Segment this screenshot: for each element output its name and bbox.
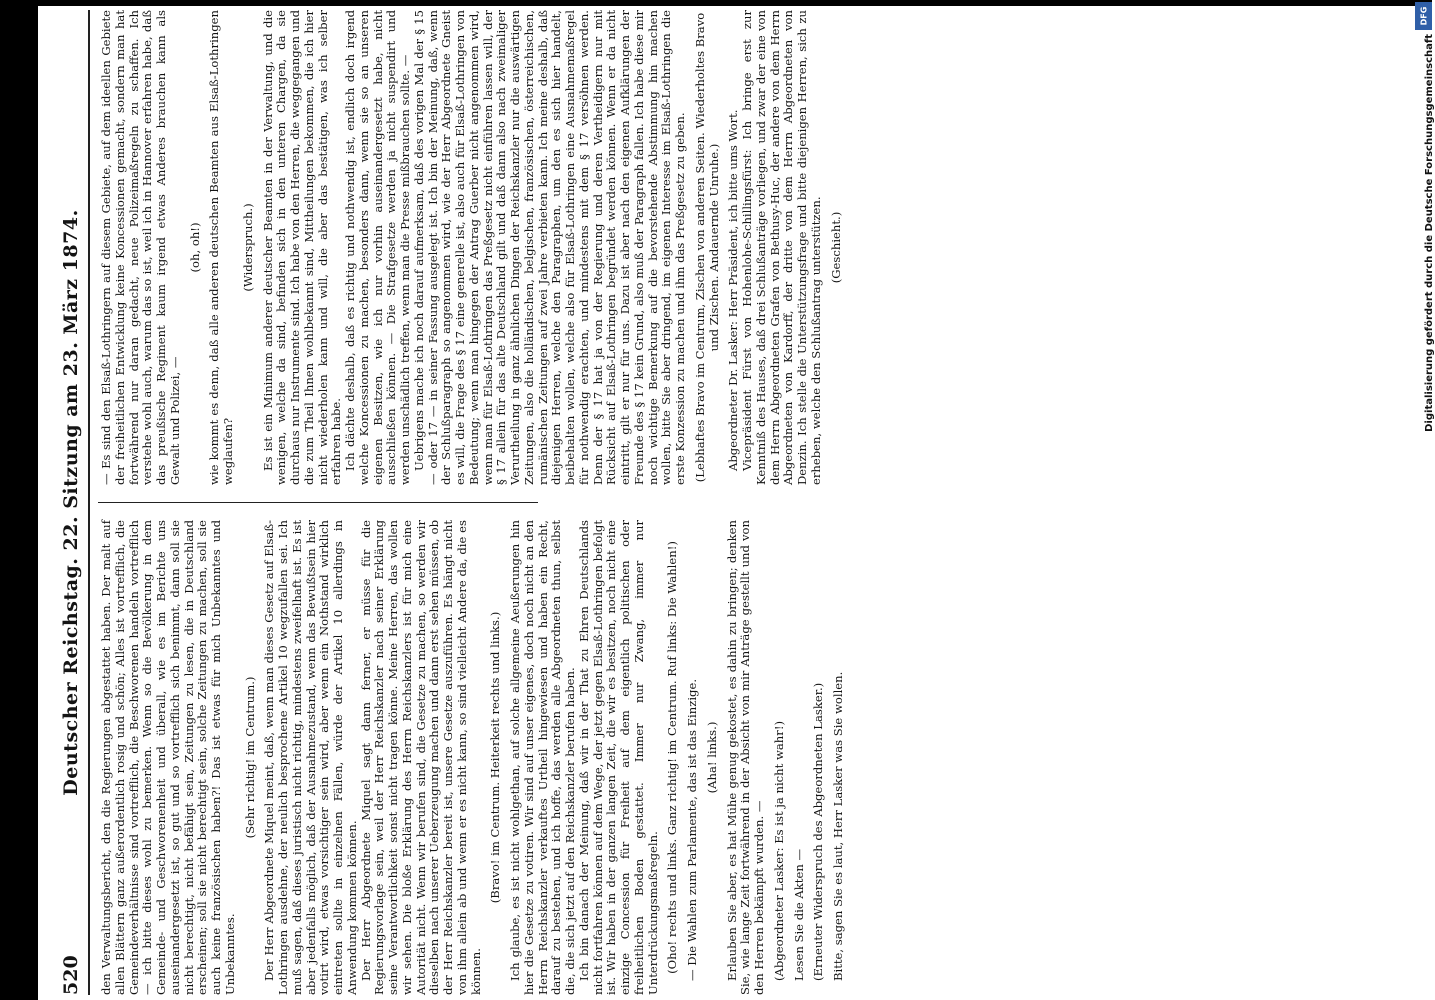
- paragraph: Der Herr Abgeordnete Miquel meint, daß, wenn man dieses Gesetz auf Elsaß-Lothringen ausdehne, der neulich besprochene Artikel 10 wegzufallen sei. Ich muß sagen, daß dieses juristisch nicht richtig, mindestens zweifelhaft ist. Es ist aber jedenfalls möglich, daß der Ausnahmezustand, wenn das Bewußtsein hier votirt wird, etwas vorsichtiger sein wird, aber wenn ein Nothstand wirklich eintreten sollte in einzelnen Fällen, würde der Artikel 10 allerdings in Anwendung kommen können.: [262, 520, 359, 995]
- paragraph: Der Herr Abgeordnete Miquel sagt dann ferner, er müsse für die Regierungsvorlage sein, weil der Herr Reichskanzler nach seiner Erklärung seine Verantwortlichkeit sonst nicht tragen könne. Meine Herren, das wollen wir sehen. Die bloße Erklärung des Herrn Reichskanzlers ist für mich eine Autorität nicht. Wenn wir berufen sind, die Gesetze zu machen, so werden wir dieselben nach unserer Ueberzeugung machen und dann erst sehen müssen, ob der Herr Reichskanzler bereit ist, unsere Gesetze auszuführen. Es hängt nicht von ihm allein ab und wenn er es nicht kann, so sind vielleicht Andere da, die es können.: [358, 520, 483, 995]
- paragraph: Ich dächte deshalb, daß es richtig und nothwendig ist, endlich doch irgend welche Koncessionen zu machen, besonders dann, wenn sie so an unseren eigenen Besitzen, wie ich nur vorhin auseinandergesetzt habe, nicht ausschließen können. — Die Strafgesetze werden ja nicht suspendirt und werden unschädlich treffen, wenn man die Presse mißbrauchen sollte. —: [343, 10, 412, 485]
- column-divider: [98, 502, 538, 503]
- stage-direction: (Geschieht.): [828, 211, 843, 284]
- dfg-logo: [1415, 2, 1432, 30]
- digitization-note: [1417, 34, 1435, 996]
- scan-shadow-left: [0, 0, 38, 1000]
- paragraph: Erlauben Sie aber, es hat Mühe genug gekostet, es dahin zu bringen; denken Sie, wie lange Zeit fortwährend in der Absicht von mir Anträge gestellt und von den Herren bekämpft wurden. —: [724, 520, 766, 995]
- page-number: 520: [60, 955, 82, 995]
- paragraph: Vicepräsident Fürst von Hohenlohe-Schillingsfürst: Ich bringe erst zur Kenntniß des Hauses, daß drei Schlußanträge vorliegen, und zwar der eine von dem Herrn Abgeordneten Grafen von Bethusy-Huc, der andere von dem Herrn Abgeordneten von Kardorff, der dritte von dem Herrn Abgeordneten von Denzin. Ich stelle die Unterstützungsfrage und bitte diejenigen Herren, sich zu erheben, welche den Schlußantrag unterstützen.: [740, 10, 823, 485]
- paragraph: — Die Wahlen zum Parlamente, das ist das Einzige.: [685, 678, 699, 981]
- stage-direction: (Bravo! im Centrum. Heiterkeit rechts und links.): [488, 611, 503, 904]
- stage-direction: (Erneuter Widerspruch des Abgeordneten Lasker.): [811, 682, 826, 981]
- paragraph: den Verwaltungsbericht, den die Regierungen abgestattet haben. Der malt auf allen Blättern ganz außerordentlich rosig und schön; Alles ist vortrefflich, die Gemeindeverhältnisse sind vortrefflich, die Beschworenen handeln vortrefflich — ich bitte dieses wohl zu bemerken. Wenn so die Bevölkerung in dem Gemeinde- und Geschworenenheit und überall, wie es im Berichte uns auseinandergesetzt ist, so gut und so vortrefflich sich benimmt, dann soll sie nicht berechtigt, nicht befähigt sein, Zeitungen zu lesen, die in Deutschland erscheinen; soll sie nicht berechtigt sein, solche Zeitungen zu machen, soll sie auch keine französischen haben?! Das ist etwas für mich Unbekanntes und Unbekanntes.: [99, 520, 237, 995]
- text-column-right: [100, 10, 1360, 485]
- stage-direction: (Aha! links.): [704, 721, 719, 794]
- dfg-logo-text: DFG: [1419, 6, 1428, 26]
- paragraph: Abgeordneter Dr. Lasker: Herr Präsident, ich bitte ums Wort.: [726, 109, 741, 471]
- paragraph: Bitte, sagen Sie es laut, Herr Lasker was Sie wollen.: [831, 671, 845, 981]
- paragraph: Ich glaube, es ist nicht wohlgethan, auf solche allgemeine Aeußerungen hin hier die Gesetze zu votiren. Wir sind auf unser eigenes, doch noch nicht an den Herrn Reichskanzler verkauftes Urtheil hingewiesen und haben ein Recht, darauf zu bestehen, und ich hoffe, das werden alle Abgeordneten thun, selbst die, die sich jetzt auf den Reichskanzler berufen haben.: [508, 520, 577, 995]
- page-header: [58, 10, 88, 995]
- stage-direction: (Lebhaftes Bravo im Centrum, Zischen von anderen Seiten. Wiederholtes Bravo und Zischen. Andauernde Unruhe.): [692, 12, 721, 483]
- digitization-note-text: Digitalisierung gefördert durch die Deutsche Forschungsgemeinschaft: [1424, 34, 1435, 432]
- text-column-left: [100, 520, 1110, 995]
- stage-direction: (Abgeordneter Lasker: Es ist ja nicht wahr!): [771, 721, 786, 981]
- paragraph: Es ist ein Minimum anderer deutscher Beamten in der Verwaltung, und die wenigen, welche da sind, befinden sich in den unteren Chargen, da sie durchaus nur Instrumente sind. Ich habe von den Herren, die weggegangen und die zum Theil Ihnen wohlbekannt sind, Mittheilungen bekommen, die ich hier nicht wiederholen kann und will, die aber das bestätigen, was ich selber erfahren habe.: [260, 10, 344, 485]
- page-title: Deutscher Reichstag. 22. Sitzung am 23. März 1874.: [60, 209, 82, 796]
- stage-direction: (oh, oh!): [187, 222, 202, 273]
- paragraph: Uebrigens mache ich noch darauf aufmerksam, daß des vorigen Mal der § 15 — oder 17 — in seiner Fassung ausgelegt ist. Ich bin der Meinung, daß, wenn der Schlußparagraph so angenommen wird, wie der Herr Abgeordnete Gneist es will, die Frage des § 17 eine generelle ist, also auch für Elsaß-Lothringen von Bedeutung; wenn man hingegen der Antrag Guerber nicht angenommen wird, wenn man für Elsaß-Lothringen das Preßgesetz nicht einführen lassen will, der § 17 allein für das alte Deutschland gilt und daß dann also nach zweimaliger Verurtheilung in ganz ähnlichen Dingen der Reichskanzler nur die auswärtigen Zeitungen, also die holländischen, belgischen, französischen, österreichischen, rumänischen Zeitungen auf zwei Jahre verbieten kann. Ich meine deshalb, daß diejenigen Herren, welche den Paragraphen, um den es sich hier handelt, beibehalten wollen, welche also für Elsaß-Lothringen eine Ausnahmemaßregel für nothwendig erachten, und mindestens mit dem § 17 versöhnen werden. Denn der § 17 hat ja von der Regierung und deren Vertheidigern nur mit Rücksicht auf Elsaß-Lothringen begründet werden können. Wenn er da nicht eintritt, gilt er nur für uns. Dazu ist aber nach den eigenen Aufklärungen der Freunde des § 17 kein Grund, also muß der Paragraph fallen. Ich habe diese mir noch wichtige Bemerkung auf die bevorstehende Abstimmung hin machen wollen, bitte Sie aber dringend, im eigenen Interesse im Elsaß-Lothringen die erste Konzession zu machen und ihm das Preßgesetz zu geben.: [411, 10, 687, 485]
- rotated-newspaper-page: [58, 10, 1393, 995]
- paragraph: Lesen Sie die Akten —: [791, 848, 806, 981]
- scan-shadow-top: [0, 0, 1432, 6]
- header-rule: [88, 10, 90, 995]
- paragraph: wie kommt es denn, daß alle anderen deutschen Beamten aus Elsaß-Lothringen weglaufen?: [207, 10, 235, 485]
- stage-direction: (Sehr richtig! im Centrum.): [242, 676, 257, 839]
- stage-direction: (Widerspruch.): [240, 203, 255, 292]
- paragraph: Ich bin danach der Meinung, daß wir in der That zu Ehren Deutschlands nicht fortfahren können auf dem Wege, der jetzt gegen Elsaß-Lothringen befolgt ist. Wir haben in der ganzen langen Zeit, die wir es besitzen, noch nicht eine einzige Concession für Freiheit auf dem eigentlich politischen oder freiheitlichen Boden gestattet. Immer nur Zwang, immer nur Unterdrückungsmaßregeln.: [576, 520, 660, 995]
- paragraph: — Es sind den Elsaß-Lothringern auf diesem Gebiete, auf dem ideellen Gebiete der freiheitlichen Entwicklung keine Koncessionen gemacht, sondern man hat fortwährend nur daran gedacht, neue Polizeimaßregeln zu schaffen. Ich verstehe wohl auch, warum das so ist, weil ich in Hannover erfahren habe, daß das preußische Regiment kaum irgend etwas Anderes brauchen kann als Gewalt und Polizei, —: [99, 10, 182, 485]
- stage-direction: (Oho! rechts und links. Ganz richtig! im Centrum. Ruf links: Die Wahlen!): [665, 541, 680, 974]
